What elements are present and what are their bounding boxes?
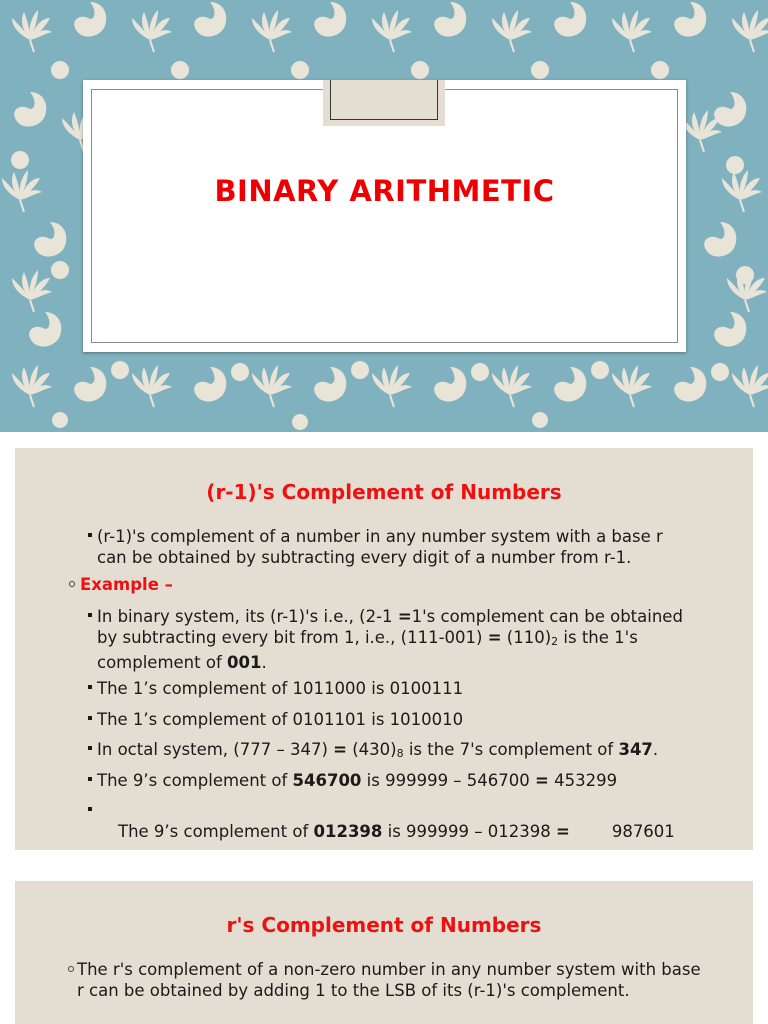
slide-title: BINARY ARITHMETIC bbox=[214, 174, 555, 208]
list-item bbox=[97, 770, 717, 791]
intro-bullet bbox=[97, 526, 697, 568]
list-item bbox=[97, 709, 697, 730]
item-text: The 1’s complement of 0101101 is 1010010 bbox=[97, 710, 464, 729]
intro-bullet bbox=[77, 959, 707, 1001]
item-bold: 347 bbox=[618, 740, 653, 759]
item-text: The 9’s complement of bbox=[117, 822, 314, 841]
item-text: 987601 bbox=[569, 822, 675, 841]
slide-r-complement bbox=[15, 881, 753, 1024]
item-text: In octal system, (777 – 347) bbox=[97, 740, 334, 759]
list-item bbox=[97, 678, 697, 699]
title-card-tab-inner bbox=[330, 80, 438, 120]
item-bold: 546700 bbox=[292, 771, 362, 790]
slide-r-1-complement bbox=[15, 448, 753, 850]
title-slide bbox=[0, 0, 768, 432]
item-subscript: 8 bbox=[396, 747, 404, 760]
slide-heading: r's Complement of Numbers bbox=[226, 913, 542, 937]
item-text: The 1’s complement of 1011000 is 0100111 bbox=[97, 679, 464, 698]
example-label: Example – bbox=[80, 575, 173, 594]
intro-text: (r-1)'s complement of a number in any number system with a base r can be obtained by subtracting every digit of a number from r-1. bbox=[97, 527, 663, 567]
item-text: The 9’s complement of bbox=[97, 771, 293, 790]
item-text: 453299 bbox=[548, 771, 618, 790]
list-item bbox=[97, 739, 717, 764]
title-card-frame bbox=[91, 89, 678, 343]
circle-bullet-icon bbox=[69, 581, 75, 587]
item-text: (430) bbox=[346, 740, 397, 759]
item-bold: = bbox=[535, 771, 549, 790]
title-card-tab bbox=[323, 80, 445, 126]
item-text: 1's complement can be obtained by subtracting every bit from 1, i.e., (111-001) bbox=[97, 607, 683, 647]
item-subscript: 2 bbox=[551, 635, 559, 648]
item-text: In binary system, its (r-1)'s i.e., (2-1 bbox=[97, 607, 398, 626]
list-item bbox=[97, 800, 717, 863]
item-text: is the 1's complement of bbox=[97, 628, 638, 672]
item-bold: 012398 bbox=[313, 822, 383, 841]
intro-text: The r's complement of a non-zero number in any number system with base r can be obtained by adding 1 to the LSB of its (r-1)'s complement. bbox=[77, 960, 701, 1000]
circle-bullet-icon bbox=[68, 966, 74, 972]
item-text: is the 7's complement of bbox=[403, 740, 619, 759]
item-bold: 001 bbox=[227, 653, 262, 672]
item-text: (110) bbox=[501, 628, 552, 647]
title-card bbox=[83, 80, 686, 352]
item-text: is 999999 – 546700 bbox=[361, 771, 536, 790]
item-bold: = bbox=[333, 740, 347, 759]
item-bold: = bbox=[556, 822, 570, 841]
example-label-bullet bbox=[80, 574, 173, 595]
item-text: is 999999 – 012398 bbox=[382, 822, 557, 841]
list-item bbox=[97, 606, 697, 673]
slide-heading: (r-1)'s Complement of Numbers bbox=[206, 480, 562, 504]
item-text: . bbox=[652, 740, 659, 759]
item-text: . bbox=[261, 653, 267, 672]
item-bold: = bbox=[397, 607, 412, 626]
item-bold: = bbox=[487, 628, 502, 647]
